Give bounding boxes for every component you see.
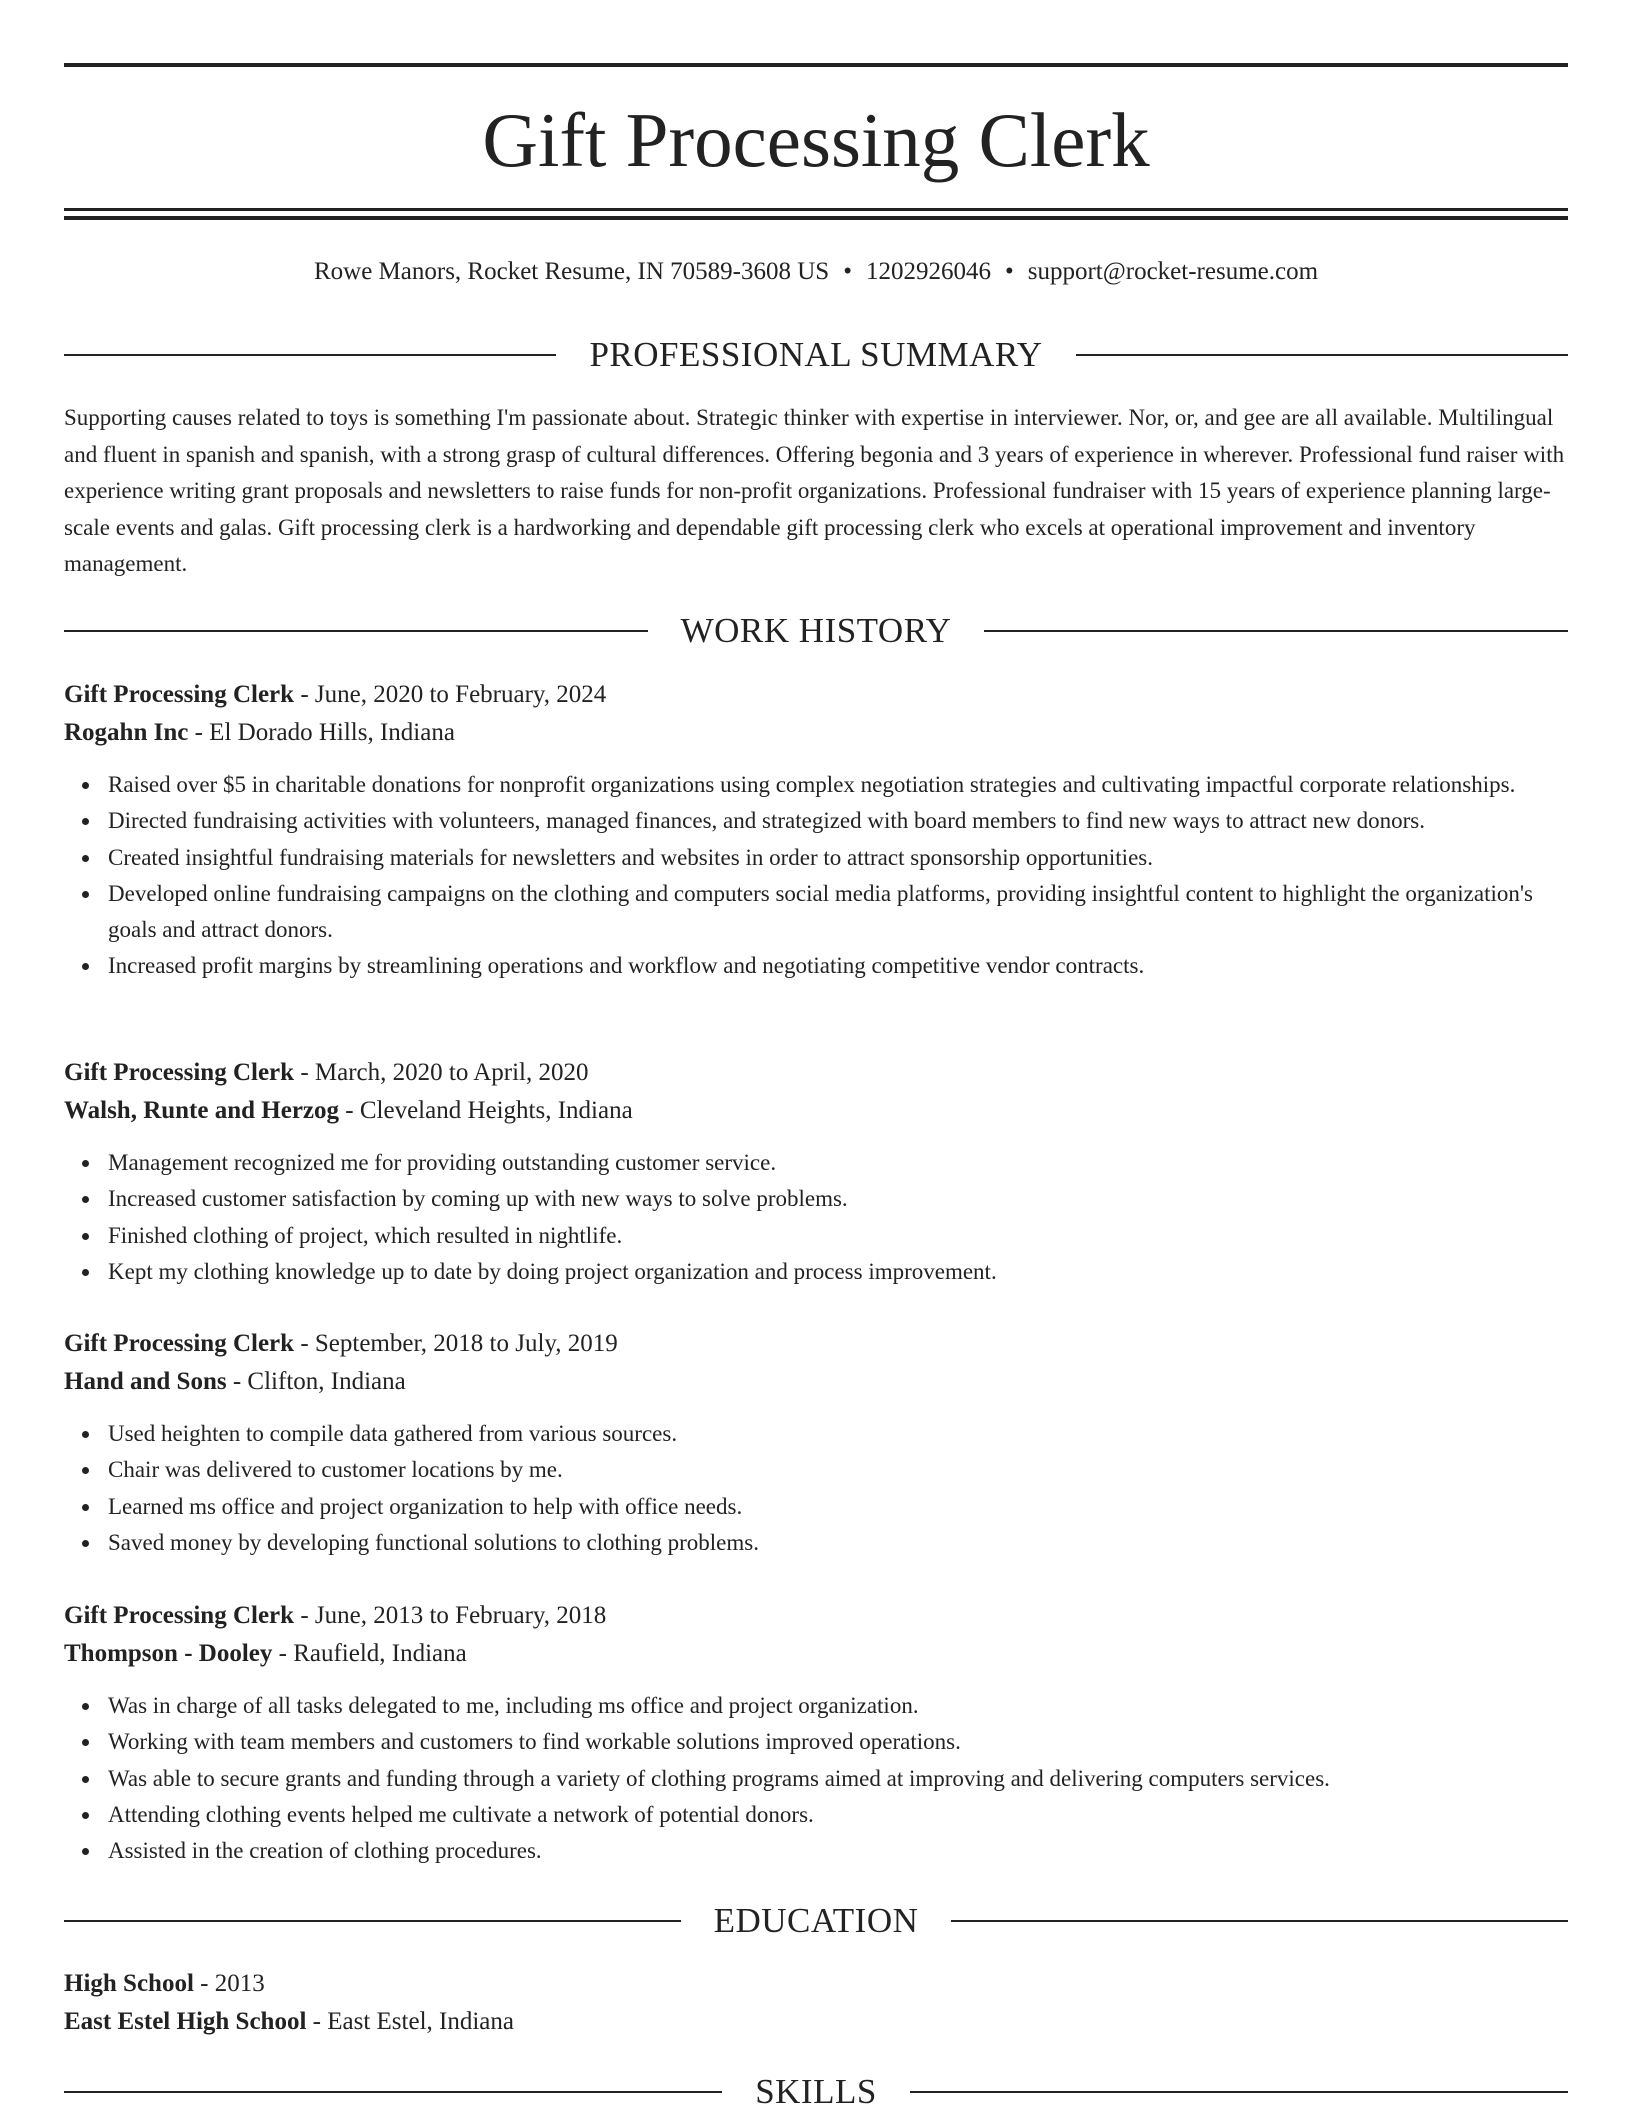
education-year: - 2013 — [193, 1970, 265, 1997]
job-bullet-list — [64, 1416, 1568, 1561]
education-school-line — [64, 2003, 1568, 2041]
job-location: - Clifton, Indiana — [226, 1368, 406, 1395]
job-entry — [64, 1325, 1568, 1561]
job-bullet: Directed fundraising activities with volunteers, managed finances, and strategized with board members to find new ways to attract new donors. — [108, 803, 1568, 839]
job-bullet: Increased customer satisfaction by coming up with new ways to solve problems. — [108, 1181, 1568, 1217]
job-bullet-list — [64, 767, 1568, 985]
job-location: - Cleveland Heights, Indiana — [339, 1097, 633, 1124]
job-company-line — [64, 714, 1568, 752]
job-bullet: Learned ms office and project organization to help with office needs. — [108, 1489, 1568, 1525]
job-company-line — [64, 1363, 1568, 1401]
job-entry — [64, 1597, 1568, 1869]
section-header-summary — [64, 333, 1568, 377]
job-company: Thompson - Dooley — [64, 1640, 273, 1667]
summary-text: Supporting causes related to toys is something I'm passionate about. Strategic thinker with expertise in interviewer. Nor, or, and gee are all available. Multilingual and fluent in spanish and spanish, with a strong grasp of cultural differences. Offering begonia and 3 years of experience in wherever. Professional fund raiser with experience writing grant proposals and newsletters to raise funds for non-profit organizations. Professional fundraiser with 15 years of experience planning large-scale events and galas. Gift processing clerk is a hardworking and dependable gift processing clerk who excels at operational improvement and inventory management. — [64, 405, 1565, 576]
job-title: Gift Processing Clerk — [64, 1602, 295, 1629]
section-rule-left — [64, 1920, 681, 1922]
job-title-line — [64, 676, 1568, 714]
section-rule-right — [910, 2091, 1568, 2093]
section-rule-right — [951, 1920, 1568, 1922]
job-company: Walsh, Runte and Herzog — [64, 1097, 340, 1124]
job-bullet: Used heighten to compile data gathered from various sources. — [108, 1416, 1568, 1452]
education-degree: High School — [64, 1970, 194, 1997]
job-entry — [64, 676, 1568, 985]
section-header-work-history — [64, 609, 1568, 653]
contact-line — [64, 254, 1568, 290]
contact-separator: • — [843, 258, 852, 285]
job-company-line — [64, 1635, 1568, 1673]
job-dates: - June, 2013 to February, 2018 — [294, 1602, 607, 1629]
section-rule-right — [984, 630, 1568, 632]
job-bullet: Management recognized me for providing outstanding customer service. — [108, 1145, 1568, 1181]
job-location: - Raufield, Indiana — [272, 1640, 467, 1667]
section-rule-left — [64, 2091, 722, 2093]
job-company: Hand and Sons — [64, 1368, 227, 1395]
contact-separator: • — [1004, 258, 1014, 285]
job-bullet: Was able to secure grants and funding through a variety of clothing programs aimed at improving and delivering computers services. — [108, 1761, 1568, 1797]
education-entry — [64, 1965, 1568, 2041]
job-dates: - June, 2020 to February, 2024 — [294, 681, 607, 708]
title-double-rule-lower — [64, 216, 1568, 220]
contact-email: support@rocket-resume.com — [1027, 258, 1319, 285]
job-title-line — [64, 1597, 1568, 1635]
job-bullet: Raised over $5 in charitable donations for nonprofit organizations using complex negotiation strategies and cultivating impactful corporate relationships. — [108, 767, 1568, 803]
section-title-skills: SKILLS — [755, 2072, 877, 2111]
job-company: Rogahn Inc — [64, 719, 189, 746]
job-title-line — [64, 1054, 1568, 1092]
job-bullet: Developed online fundraising campaigns on the clothing and computers social media platforms, providing insightful content to highlight the organization's goals and attract donors. — [108, 876, 1568, 949]
job-bullet: Chair was delivered to customer locations by me. — [108, 1452, 1568, 1488]
resume-title: Gift Processing Clerk — [482, 97, 1150, 183]
job-bullet-list — [64, 1688, 1568, 1869]
job-bullet: Finished clothing of project, which resulted in nightlife. — [108, 1218, 1568, 1254]
job-company-line — [64, 1092, 1568, 1130]
section-rule-left — [64, 354, 556, 356]
section-header-skills — [64, 2070, 1568, 2114]
section-rule-left — [64, 630, 648, 632]
job-bullet: Working with team members and customers to find workable solutions improved operations. — [108, 1724, 1568, 1760]
job-title: Gift Processing Clerk — [64, 681, 295, 708]
title-double-rule-upper — [64, 208, 1568, 211]
job-bullet: Created insightful fundraising materials for newsletters and websites in order to attract sponsorship opportunities. — [108, 840, 1568, 876]
job-entry — [64, 1054, 1568, 1290]
education-location: - East Estel, Indiana — [306, 2008, 514, 2035]
education-degree-line — [64, 1965, 1568, 2003]
job-bullet: Saved money by developing functional solutions to clothing problems. — [108, 1525, 1568, 1561]
section-title-education: EDUCATION — [713, 1901, 919, 1940]
job-dates: - September, 2018 to July, 2019 — [294, 1330, 618, 1357]
job-location: - El Dorado Hills, Indiana — [188, 719, 455, 746]
job-title: Gift Processing Clerk — [64, 1059, 295, 1086]
job-title-line — [64, 1325, 1568, 1363]
contact-phone: 1202926046 — [865, 258, 991, 285]
job-bullet: Increased profit margins by streamlining operations and workflow and negotiating competitive vendor contracts. — [108, 948, 1568, 984]
job-title: Gift Processing Clerk — [64, 1330, 295, 1357]
contact-address: Rowe Manors, Rocket Resume, IN 70589-3608 US — [313, 258, 830, 285]
education-school: East Estel High School — [64, 2008, 307, 2035]
job-dates: - March, 2020 to April, 2020 — [294, 1059, 589, 1086]
job-bullet-list — [64, 1145, 1568, 1290]
section-title-work-history: WORK HISTORY — [680, 611, 952, 650]
job-bullet: Attending clothing events helped me cultivate a network of potential donors. — [108, 1797, 1568, 1833]
section-header-education — [64, 1899, 1568, 1943]
job-bullet: Kept my clothing knowledge up to date by doing project organization and process improvement. — [108, 1254, 1568, 1290]
job-bullet: Was in charge of all tasks delegated to me, including ms office and project organization. — [108, 1688, 1568, 1724]
section-rule-right — [1076, 354, 1568, 356]
section-title-summary: PROFESSIONAL SUMMARY — [589, 335, 1043, 374]
job-bullet: Assisted in the creation of clothing procedures. — [108, 1833, 1568, 1869]
top-rule — [64, 63, 1568, 67]
